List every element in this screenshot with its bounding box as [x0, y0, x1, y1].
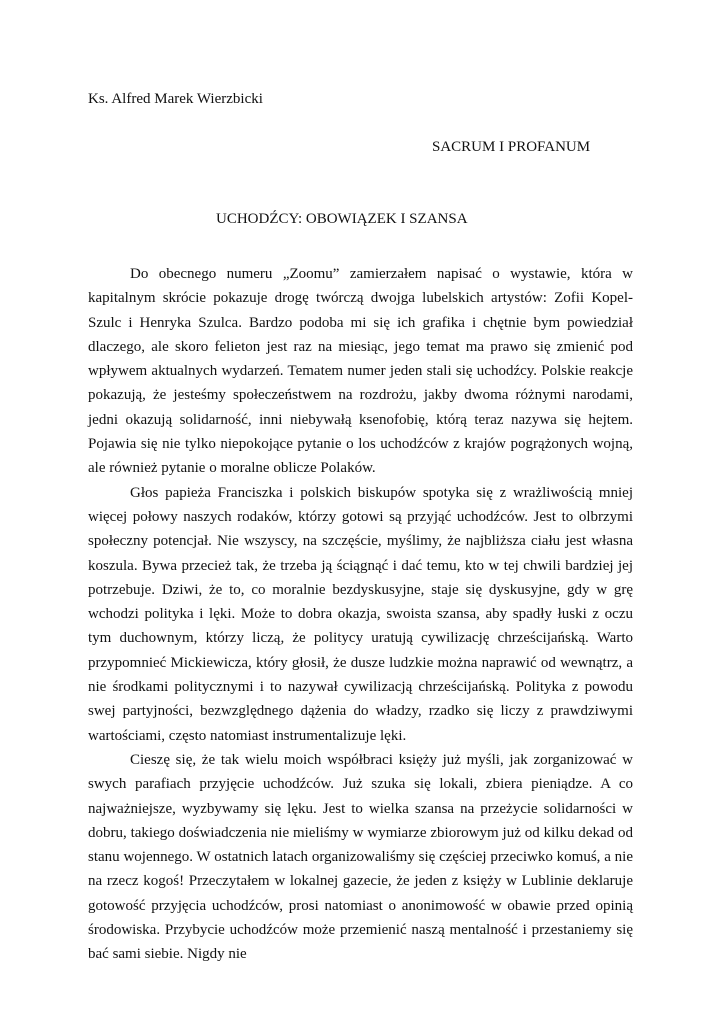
- column-title: SACRUM I PROFANUM: [432, 139, 591, 155]
- paragraph-3: Cieszę się, że tak wielu moich współbraci księży już myśli, jak zorganizować w swych parafiach przyjęcie uchodźców. Już szuka się lokali, zbiera pieniądze. A co najważniejsze, wyzbywamy się lęku. Jest to wielka szansa na przeżycie solidarności w dobru, takiego doświadczenia nie mieliśmy w wymiarze zbiorowym już od kilku dekad od stanu wojennego. W ostatnich latach organizowaliśmy się częściej przeciwko komuś, a nie na rzecz kogoś! Przeczytałem w lokalnej gazecie, że jeden z księży w Lublinie deklaruje gotowość przyjęcia uchodźców, prosi natomiast o anonimowość w obawie przed opinią środowiska. Przybycie uchodźców może przemienić naszą mentalność i przestaniemy się bać sami siebie. Nigdy nie: [88, 751, 633, 963]
- author-line: Ks. Alfred Marek Wierzbicki: [88, 91, 263, 107]
- article-body: [88, 262, 633, 967]
- paragraph-2: Głos papieża Franciszka i polskich biskupów spotyka się z wrażliwością mniej więcej połowy naszych rodaków, którzy gotowi są przyjąć uchodźców. Jest to olbrzymi społeczny potencjał. Nie wszyscy, na szczęście, myślimy, że najbliższa ciału jest własna koszula. Bywa przecież tak, że trzeba ją ściągnąć i dać temu, kto w tej chwili bardziej jej potrzebuje. Dziwi, że to, co moralnie bezdyskusyjne, staje się dyskusyjne, gdy w grę wchodzi polityka i lęki. Może to dobra okazja, swoista szansa, aby spadły łuski z oczu tym duchownym, którzy liczą, że politycy uratują cywilizację chrześcijańską. Warto przypomnieć Mickiewicza, który głosił, że dusze ludzkie można naprawić od wewnątrz, a nie środkami politycznymi i to nazywał cywilizacją chrześcijańską. Polityka z powodu swej partyjności, bezwzględnego dążenia do władzy, rzadko się liczy z prawdziwymi wartościami, często natomiast instrumentalizuje lęki.: [88, 484, 633, 744]
- article-title: UCHODŹCY: OBOWIĄZEK I SZANSA: [216, 211, 468, 227]
- paragraph-1: Do obecnego numeru „Zoomu” zamierzałem napisać o wystawie, która w kapitalnym skrócie pokazuje drogę twórczą dwojga lubelskich artystów: Zofii Kopel-Szulc i Henryka Szulca. Bardzo podoba mi się ich grafika i chętnie bym powiedział dlaczego, ale skoro felieton jest raz na miesiąc, jego temat ma prawo się zmienić pod wpływem aktualnych wydarzeń. Tematem numer jeden stali się uchodźcy. Polskie reakcje pokazują, że jesteśmy społeczeństwem na rozdrożu, jakby dwoma różnymi narodami, jedni okazują solidarność, inni niebywałą ksenofobię, którą teraz nazywa się hejtem. Pojawia się nie tylko niepokojące pytanie o los uchodźców z krajów pogrążonych wojną, ale również pytanie o moralne oblicze Polaków.: [88, 266, 633, 477]
